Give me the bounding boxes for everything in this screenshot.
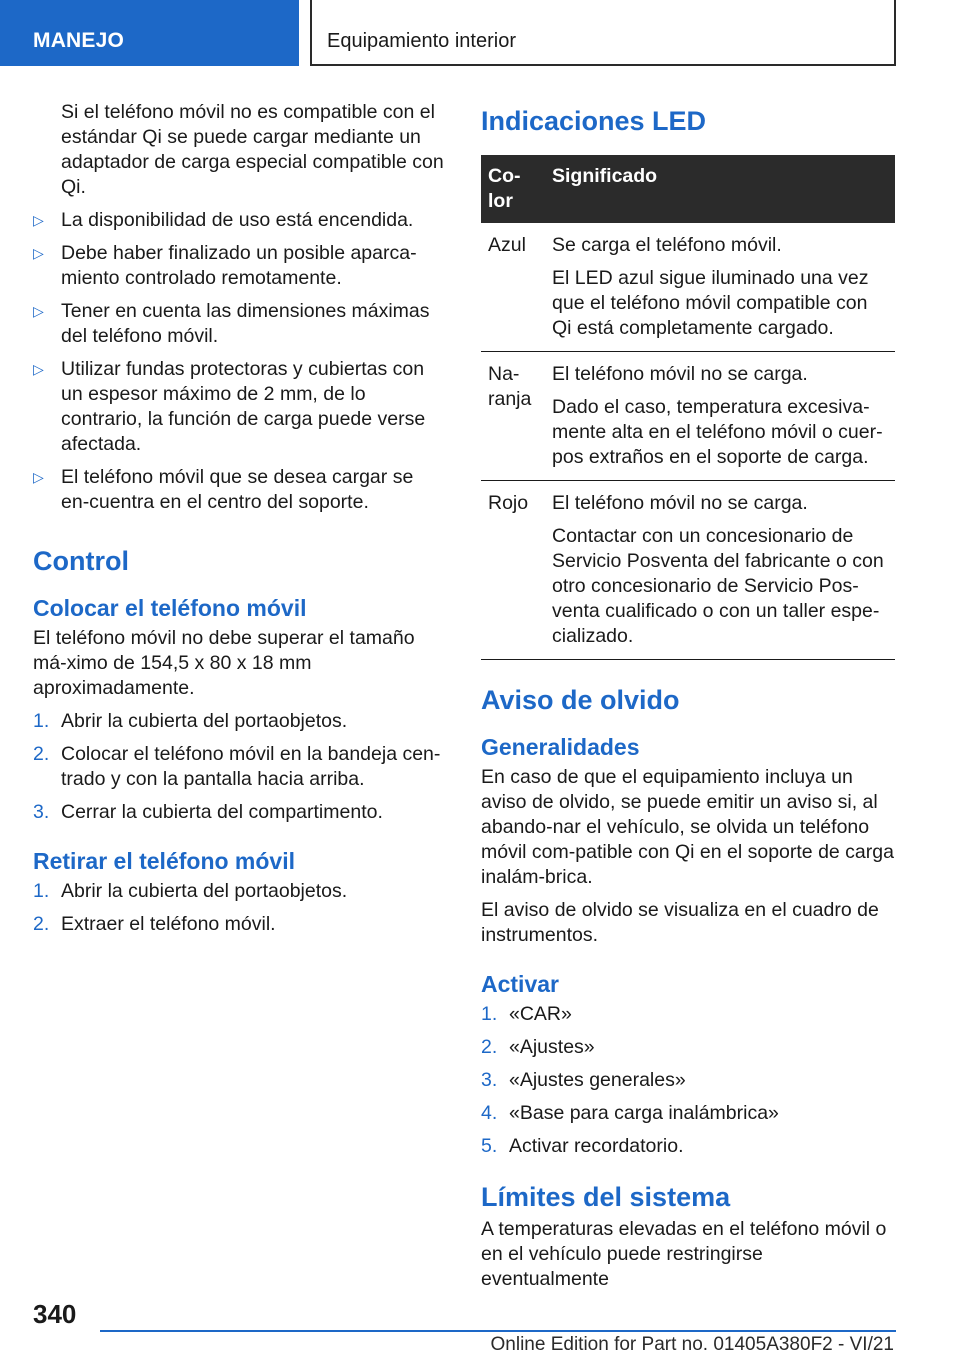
chapter-title: Equipamiento interior [327,30,516,52]
meaning-detail: El LED azul sigue iluminado una vez que el teléfono móvil compatible con Qi está completamente cargado. [552,267,869,339]
triangle-bullet-icon: ▷ [33,303,44,319]
list-item [33,357,446,457]
led-heading: Indicaciones LED [481,106,707,136]
bullet-text: Debe haber finalizado un posible aparca-miento controlado remotamente. [61,242,417,289]
triangle-bullet-icon: ▷ [33,361,44,377]
step-text: Abrir la cubierta del portaobjetos. [61,880,348,902]
place-phone-heading: Colocar el teléfono móvil [33,595,307,621]
list-item [33,208,446,233]
led-color-cell: Na-ranja [481,352,545,481]
general-text: En caso de que el equipamiento incluya un aviso de olvido, se puede emitir un aviso si, al abando-nar el vehículo, se olvida un teléfono móvil com-patible con Qi en el soporte de carga inalám-brica. [481,766,894,888]
section-title: MANEJO [33,29,125,52]
step-text: Extraer el teléfono móvil. [61,913,276,935]
step-text: Cerrar la cubierta del compartimento. [61,801,383,823]
column-header-meaning: Significado [545,155,895,223]
led-color-cell: Rojo [481,481,545,660]
step-number: 1. [481,1003,498,1025]
led-table [481,155,895,660]
place-phone-text: El teléfono móvil no debe superar el tamaño má-ximo de 154,5 x 80 x 18 mm aproximadamente. [33,627,415,699]
step-text: Abrir la cubierta del portaobjetos. [61,710,348,732]
system-limits-text: A temperaturas elevadas en el teléfono móvil o en el vehículo puede restringirse eventualmente [481,1218,887,1290]
list-item [481,1035,895,1060]
list-item [481,1068,895,1093]
meaning-text: El teléfono móvil no se carga. [552,363,808,385]
list-item [33,299,446,349]
step-number: 3. [481,1069,498,1091]
table-row [481,223,895,352]
bullet-text: El teléfono móvil que se desea cargar se en-cuentra en el centro del soporte. [61,466,414,513]
table-header-row [481,155,895,223]
step-number: 4. [481,1102,498,1124]
step-number: 2. [33,743,50,765]
step-number: 2. [33,913,50,935]
general-heading: Generalidades [481,734,640,760]
meaning-detail: Dado el caso, temperatura excesiva-mente alta en el teléfono móvil o cuer-pos extraños en el soporte de carga. [552,396,883,468]
step-text: Activar recordatorio. [509,1135,684,1157]
list-item [33,465,446,515]
triangle-bullet-icon: ▷ [33,245,44,261]
step-text: «Ajustes generales» [509,1069,686,1091]
led-meaning-cell [545,352,895,481]
triangle-bullet-icon: ▷ [33,469,44,485]
system-limits-heading: Límites del sistema [481,1182,731,1212]
led-color-cell: Azul [481,223,545,352]
bullet-text: Utilizar fundas protectoras y cubiertas con un espesor máximo de 2 mm, de lo contrario, la función de carga puede verse afectada. [61,358,426,455]
led-meaning-cell [545,481,895,660]
step-text: «Ajustes» [509,1036,595,1058]
meaning-detail: Contactar con un concesionario de Servicio Posventa del fabricante o con otro concesionario de Servicio Pos-venta cualificado o con un taller espe-cializado. [552,525,884,647]
triangle-bullet-icon: ▷ [33,212,44,228]
section-tab [0,0,299,66]
chapter-tab [310,0,896,66]
bullet-text: La disponibilidad de uso está encendida. [61,209,414,231]
activate-heading: Activar [481,971,559,997]
step-number: 1. [33,880,50,902]
table-row [481,352,895,481]
page-number: 340 [33,1299,77,1329]
control-heading: Control [33,546,129,576]
left-column [33,100,446,945]
led-meaning-cell [545,223,895,352]
general-text: El aviso de olvido se visualiza en el cuadro de instrumentos. [481,899,879,946]
step-text: Colocar el teléfono móvil en la bandeja cen-trado y con la pantalla hacia arriba. [61,743,441,790]
step-number: 3. [33,801,50,823]
footer-divider [100,1330,896,1332]
list-item [33,800,446,825]
remove-phone-heading: Retirar el teléfono móvil [33,848,296,874]
list-item [33,742,446,792]
edition-footer: Online Edition for Part no. 01405A380F2 - VI/21 [490,1334,894,1355]
list-item [481,1134,895,1159]
intro-paragraph: Si el teléfono móvil no es compatible con el estándar Qi se puede cargar mediante un adaptador de carga especial compatible con Qi. [61,101,444,198]
list-item [481,1101,895,1126]
step-text: «CAR» [509,1003,572,1025]
list-item [33,912,446,937]
step-number: 2. [481,1036,498,1058]
step-text: «Base para carga inalámbrica» [509,1102,779,1124]
right-column [481,100,895,1300]
list-item [33,879,446,904]
list-item [481,1002,895,1027]
step-number: 5. [481,1135,498,1157]
meaning-text: Se carga el teléfono móvil. [552,234,782,256]
meaning-text: El teléfono móvil no se carga. [552,492,808,514]
list-item [33,709,446,734]
bullet-text: Tener en cuenta las dimensiones máximas del teléfono móvil. [61,300,430,347]
list-item [33,241,446,291]
forget-warning-heading: Aviso de olvido [481,685,680,715]
table-row [481,481,895,660]
step-number: 1. [33,710,50,732]
column-header-color: Co-lor [481,155,545,223]
